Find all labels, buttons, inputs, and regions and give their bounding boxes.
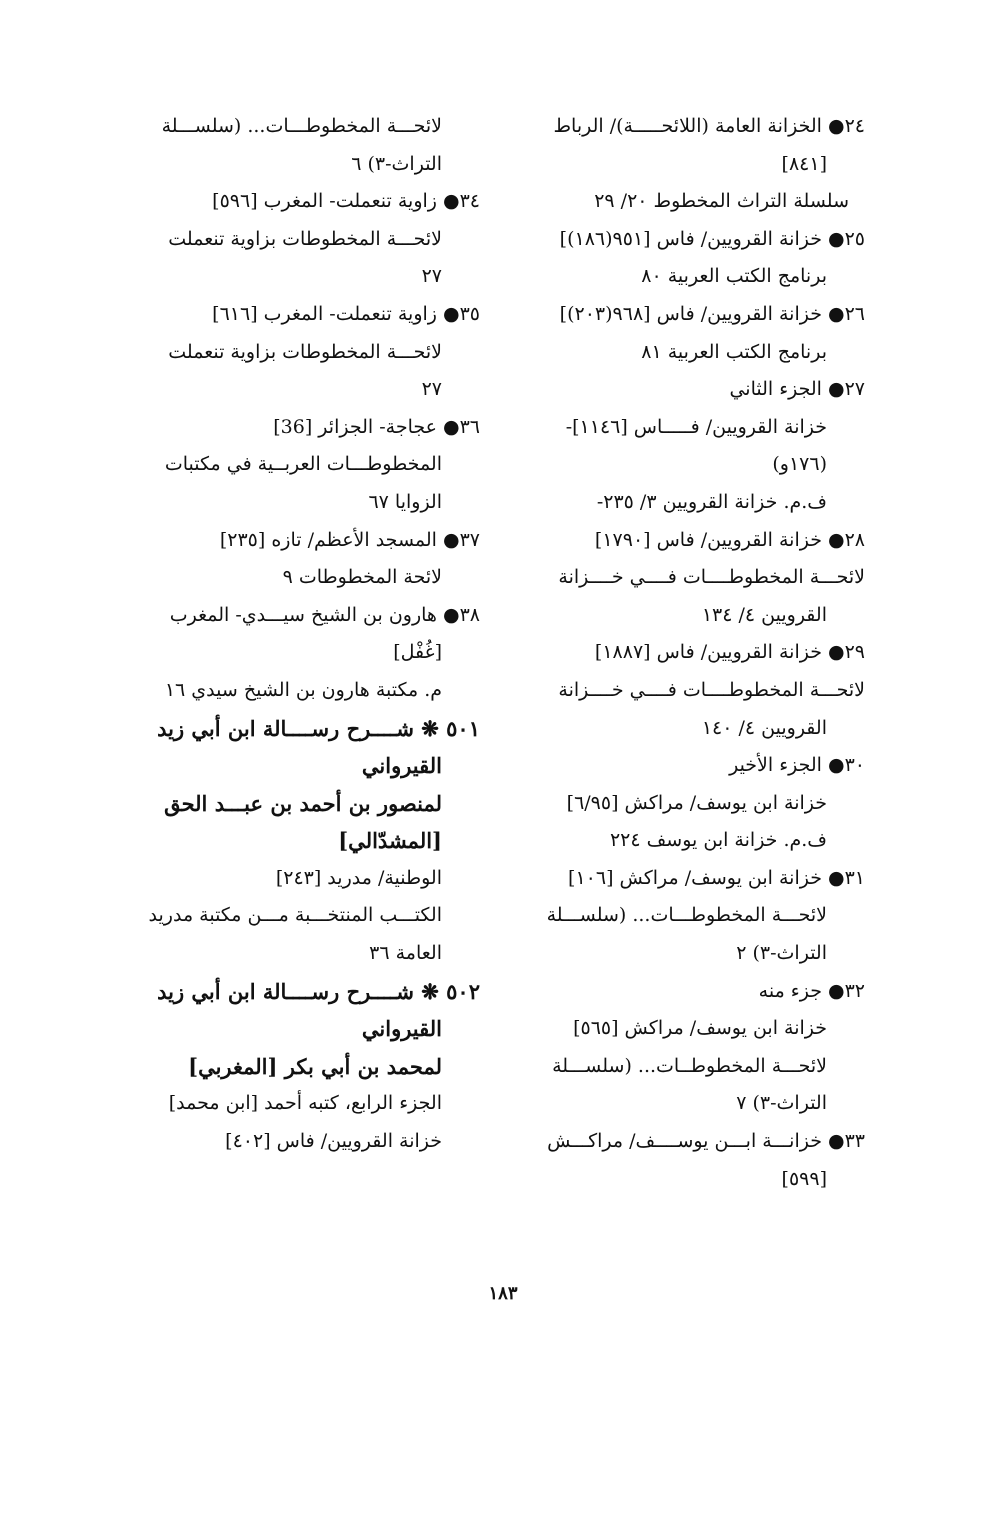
- entry-line: ٣٥● زاوية تنعملت- المغرب [٦١٦]: [212, 302, 480, 325]
- page-number: ١٨٣: [488, 1283, 518, 1304]
- entry-line: ٣٠● الجزء الأخير: [729, 754, 865, 777]
- entry-line: برنامج الكتب العربية ٨١: [641, 340, 827, 363]
- entry-line: م. مكتبة هارون بن الشيخ سيدي ١٦: [164, 678, 442, 701]
- entry-line: ٣٦● عجاجة- الجزائر [36]: [273, 415, 480, 438]
- entry-line: لائحة المخطوطات ٩: [282, 566, 442, 589]
- right-column: [525, 108, 865, 1198]
- entry-line: ٢٨● خزانة القرويين/ فاس [١٧٩٠]: [594, 528, 865, 551]
- entry-line: ف.م. خزانة ابن يوسف ٢٢٤: [609, 829, 827, 852]
- entry-line: القرويين ٤/ ١٣٤: [701, 603, 827, 626]
- entry-line: [٥٩٩]: [781, 1167, 827, 1190]
- entry-line: خزانة القرويين/ فاس [٤٠٢]: [225, 1130, 442, 1153]
- entry-line: ٣٣● خزانـــة ابـــن يوســــف/ مراكـــش: [547, 1130, 865, 1153]
- entry-heading-line: القيرواني: [361, 1016, 442, 1042]
- entry-line: ٢٥● خزانة القرويين/ فاس [٩٥١(١٨٦)]: [559, 227, 865, 250]
- entry-line: ٢٩● خزانة القرويين/ فاس [١٨٨٧]: [594, 641, 865, 664]
- entry-line: لائحـــة المخطوطـــات... (سلســـلة: [546, 904, 827, 927]
- entry-line: لائحـــة المخطوطــات... (سلســـلة: [552, 1054, 827, 1077]
- entry-line: ٣٨● هارون بن الشيخ سيـــدي- المغرب: [169, 603, 480, 626]
- entry-line: لائحـــة المخطوطــــات فــــي خــــزانة: [558, 678, 865, 701]
- entry-line: ٣١● خزانة ابن يوسف/ مراكش [١٠٦]: [568, 866, 865, 889]
- entry-line: ف.م. خزانة القرويين ٣/ ٢٣٥-: [596, 490, 827, 513]
- entry-line: برنامج الكتب العربية ٨٠: [641, 265, 827, 288]
- left-column: [140, 108, 480, 1161]
- entry-heading-line: لمحمد بن أبي بكر [المغربي]: [188, 1053, 442, 1079]
- entry-heading-line: ٥٠١ ❋ شــــرح رســــالة ابن أبي زيد: [157, 715, 480, 741]
- entry-line: [٨٤١]: [781, 152, 827, 175]
- entry-line: التراث-٣) ٧: [736, 1092, 827, 1115]
- entry-line: ٢٧● الجزء الثاني: [729, 378, 865, 401]
- entry-line: العامة ٣٦: [369, 942, 442, 965]
- entry-line: الكتـــب المنتخـــبة مـــن مكتبة مدريد: [148, 904, 442, 927]
- entry-line: خزانة ابن يوسف/ مراكش [٦/٩٥]: [566, 791, 827, 814]
- entry-line: سلسلة التراث المخطوط ٢٠/ ٢٩: [594, 190, 849, 213]
- entry-heading-line: [المشدّالي]: [338, 828, 442, 854]
- entry-heading-line: القيرواني: [361, 753, 442, 779]
- entry-line: ٢٧: [421, 265, 442, 288]
- entry-line: المخطوطـــات العربــية في مكتبات: [164, 453, 442, 476]
- entry-line: ٢٧: [421, 378, 442, 401]
- entry-line: ٣٤● زاوية تنعملت- المغرب [٥٩٦]: [212, 190, 480, 213]
- entry-line: ٣٢● جزء منه: [758, 979, 865, 1002]
- entry-line: لائحـــة المخطوطات بزاوية تنعملت: [168, 227, 442, 250]
- entry-line: خزانة ابن يوسف/ مراكش [٥٦٥]: [573, 1017, 827, 1040]
- entry-heading-line: ٥٠٢ ❋ شــــرح رســــالة ابن أبي زيد: [157, 978, 480, 1004]
- entry-heading-line: لمنصور بن أحمد بن عبـــد الحق: [164, 790, 442, 816]
- entry-line: [غُفْل]: [393, 641, 442, 664]
- entry-line: القرويين ٤/ ١٤٠: [701, 716, 827, 739]
- entry-line: لائحـــة المخطوطــــات فــــي خــــزانة: [558, 566, 865, 589]
- entry-line: الوطنية/ مدريد [٢٤٣]: [275, 866, 442, 889]
- entry-line: الجزء الرابع، كتبه أحمد [ابن محمد]: [168, 1092, 442, 1115]
- entry-line: ٢٦● خزانة القرويين/ فاس [٩٦٨(٢٠٣)]: [559, 302, 865, 325]
- entry-line: لائحـــة المخطوطات بزاوية تنعملت: [168, 340, 442, 363]
- entry-line: الزوايا ٦٧: [368, 490, 442, 513]
- entry-line: التراث-٣) ٦: [351, 152, 442, 175]
- entry-line: ٢٤● الخزانة العامة (اللائحـــــة)/ الرباط: [553, 115, 865, 137]
- entry-line: (١٧٦و): [772, 453, 827, 476]
- entry-line: خزانة القرويين/ فـــــاس [١١٤٦]-: [565, 415, 827, 438]
- entry-line: لائحـــة المخطوطـــات... (سلســـلة: [161, 115, 442, 137]
- entry-line: ٣٧● المسجد الأعظم/ تازه [٢٣٥]: [219, 528, 480, 551]
- entry-line: التراث-٣) ٢: [736, 942, 827, 965]
